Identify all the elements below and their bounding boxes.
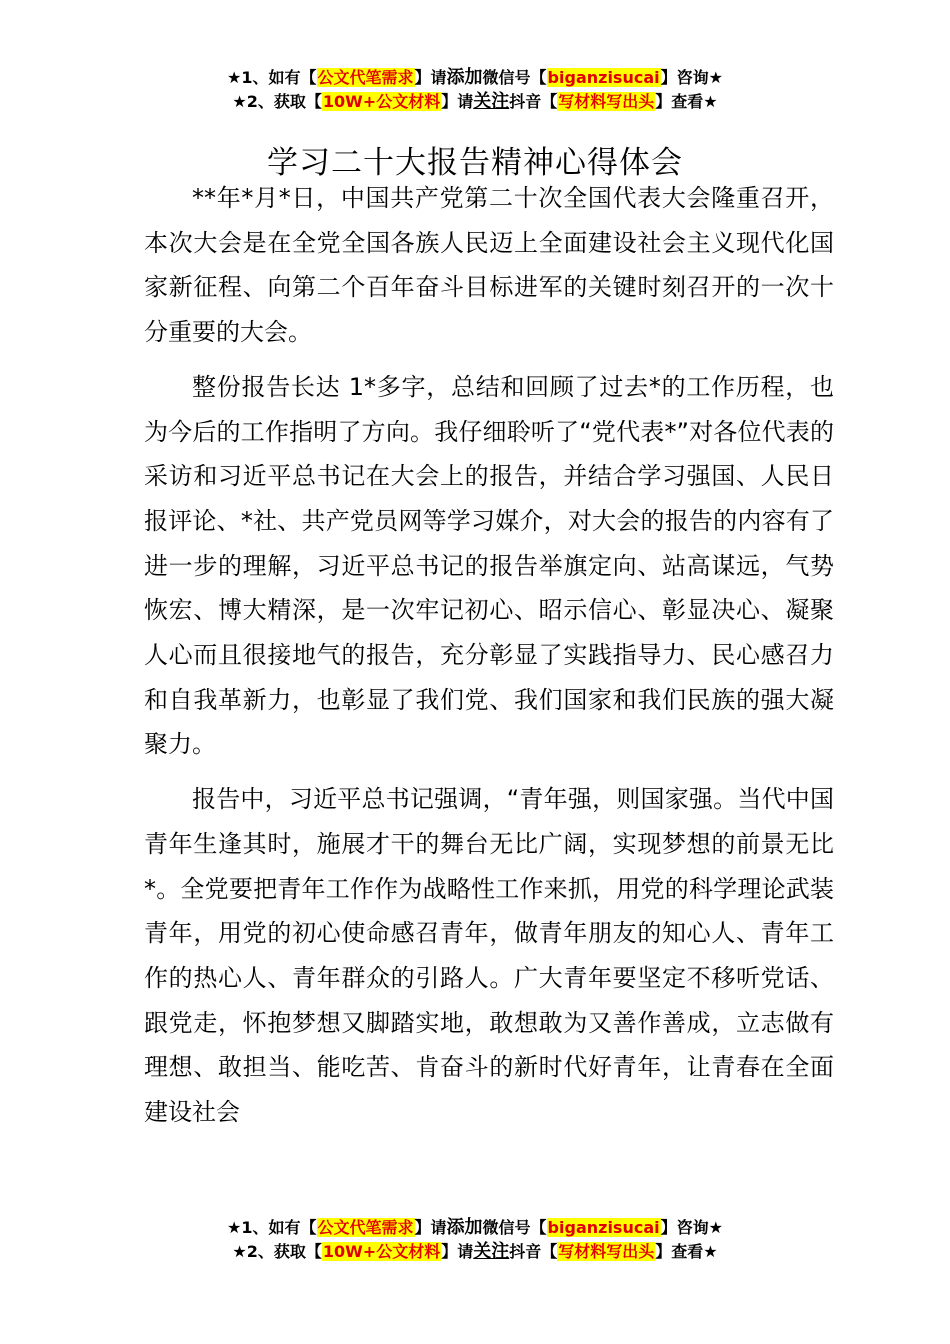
highlight-wechat-id: biganzisucai [547,68,660,87]
banner-text: 】请 [414,68,447,87]
highlight-douyin-id: 写材料写出头 [558,1242,655,1261]
document-body [144,176,834,1145]
banner-line-1 [0,66,950,90]
paragraph-1: **年*月*日，中国共产党第二十次全国代表大会隆重召开，本次大会是在全党全国各族人民迈上全面建设社会主义现代化国家新征程、向第二个百年奋斗目标进军的关键时刻召开的一次十分重要的大会。 [144,184,834,347]
banner-emphasis: 关注 [473,91,510,112]
banner-text: ★2、获取【 [232,92,322,111]
banner-text: 】请 [441,1242,474,1261]
banner-line-2 [0,90,950,114]
banner-text: ★1、如有【 [227,68,317,87]
paragraph-2: 整份报告长达 1*多字，总结和回顾了过去*的工作历程，也为今后的工作指明了方向。我仔细聆听了“党代表*”对各位代表的采访和习近平总书记在大会上的报告，并结合学习强国、人民日报评论、*社、共产党员网等学习媒介，对大会的报告的内容有了进一步的理解，习近平总书记的报告举旗定向、站高谋远，气势恢宏、博大精深，是一次牢记初心、昭示信心、彰显决心、凝聚人心而且很接地气的报告，充分彰显了实践指导力、民心感召力和自我革新力，也彰显了我们党、我们国家和我们民族的强大凝聚力。 [144,372,834,759]
banner-text: 】请 [441,92,474,111]
header-banner [0,66,950,114]
banner-emphasis: 关注 [473,1241,510,1262]
banner-text: 抖音【 [509,1242,558,1261]
banner-text: ★2、获取【 [232,1242,322,1261]
banner-text: ★1、如有【 [227,1218,317,1237]
banner-line-2 [0,1240,950,1264]
document-title: 学习二十大报告精神心得体会 [267,144,683,181]
banner-emphasis: 添加 [446,1217,483,1238]
banner-emphasis: 添加 [446,67,483,88]
banner-text: 】请 [414,1218,447,1237]
banner-text: 】查看★ [655,1242,718,1261]
highlight-service: 公文代笔需求 [317,68,414,87]
banner-text: 】咨询★ [660,68,723,87]
banner-text: 】查看★ [655,92,718,111]
banner-text: 微信号【 [482,68,547,87]
highlight-wechat-id: biganzisucai [547,1218,660,1237]
highlight-service: 公文代笔需求 [317,1218,414,1237]
highlight-materials: 10W+公文材料 [322,92,441,111]
banner-text: 】咨询★ [660,1218,723,1237]
paragraph-3: 报告中，习近平总书记强调，“青年强，则国家强。当代中国青年生逢其时，施展才干的舞台无比广阔，实现梦想的前景无比*。全党要把青年工作作为战略性工作来抓，用党的科学理论武装青年，用党的初心使命感召青年，做青年朋友的知心人、青年工作的热心人、青年群众的引路人。广大青年要坚定不移听党话、跟党走，怀抱梦想又脚踏实地，敢想敢为又善作善成，立志做有理想、敢担当、能吃苦、肯奋斗的新时代好青年，让青春在全面建设社会 [144,785,834,1127]
banner-text: 微信号【 [482,1218,547,1237]
highlight-materials: 10W+公文材料 [322,1242,441,1261]
footer-banner [0,1216,950,1264]
highlight-douyin-id: 写材料写出头 [558,92,655,111]
banner-text: 抖音【 [509,92,558,111]
banner-line-1 [0,1216,950,1240]
